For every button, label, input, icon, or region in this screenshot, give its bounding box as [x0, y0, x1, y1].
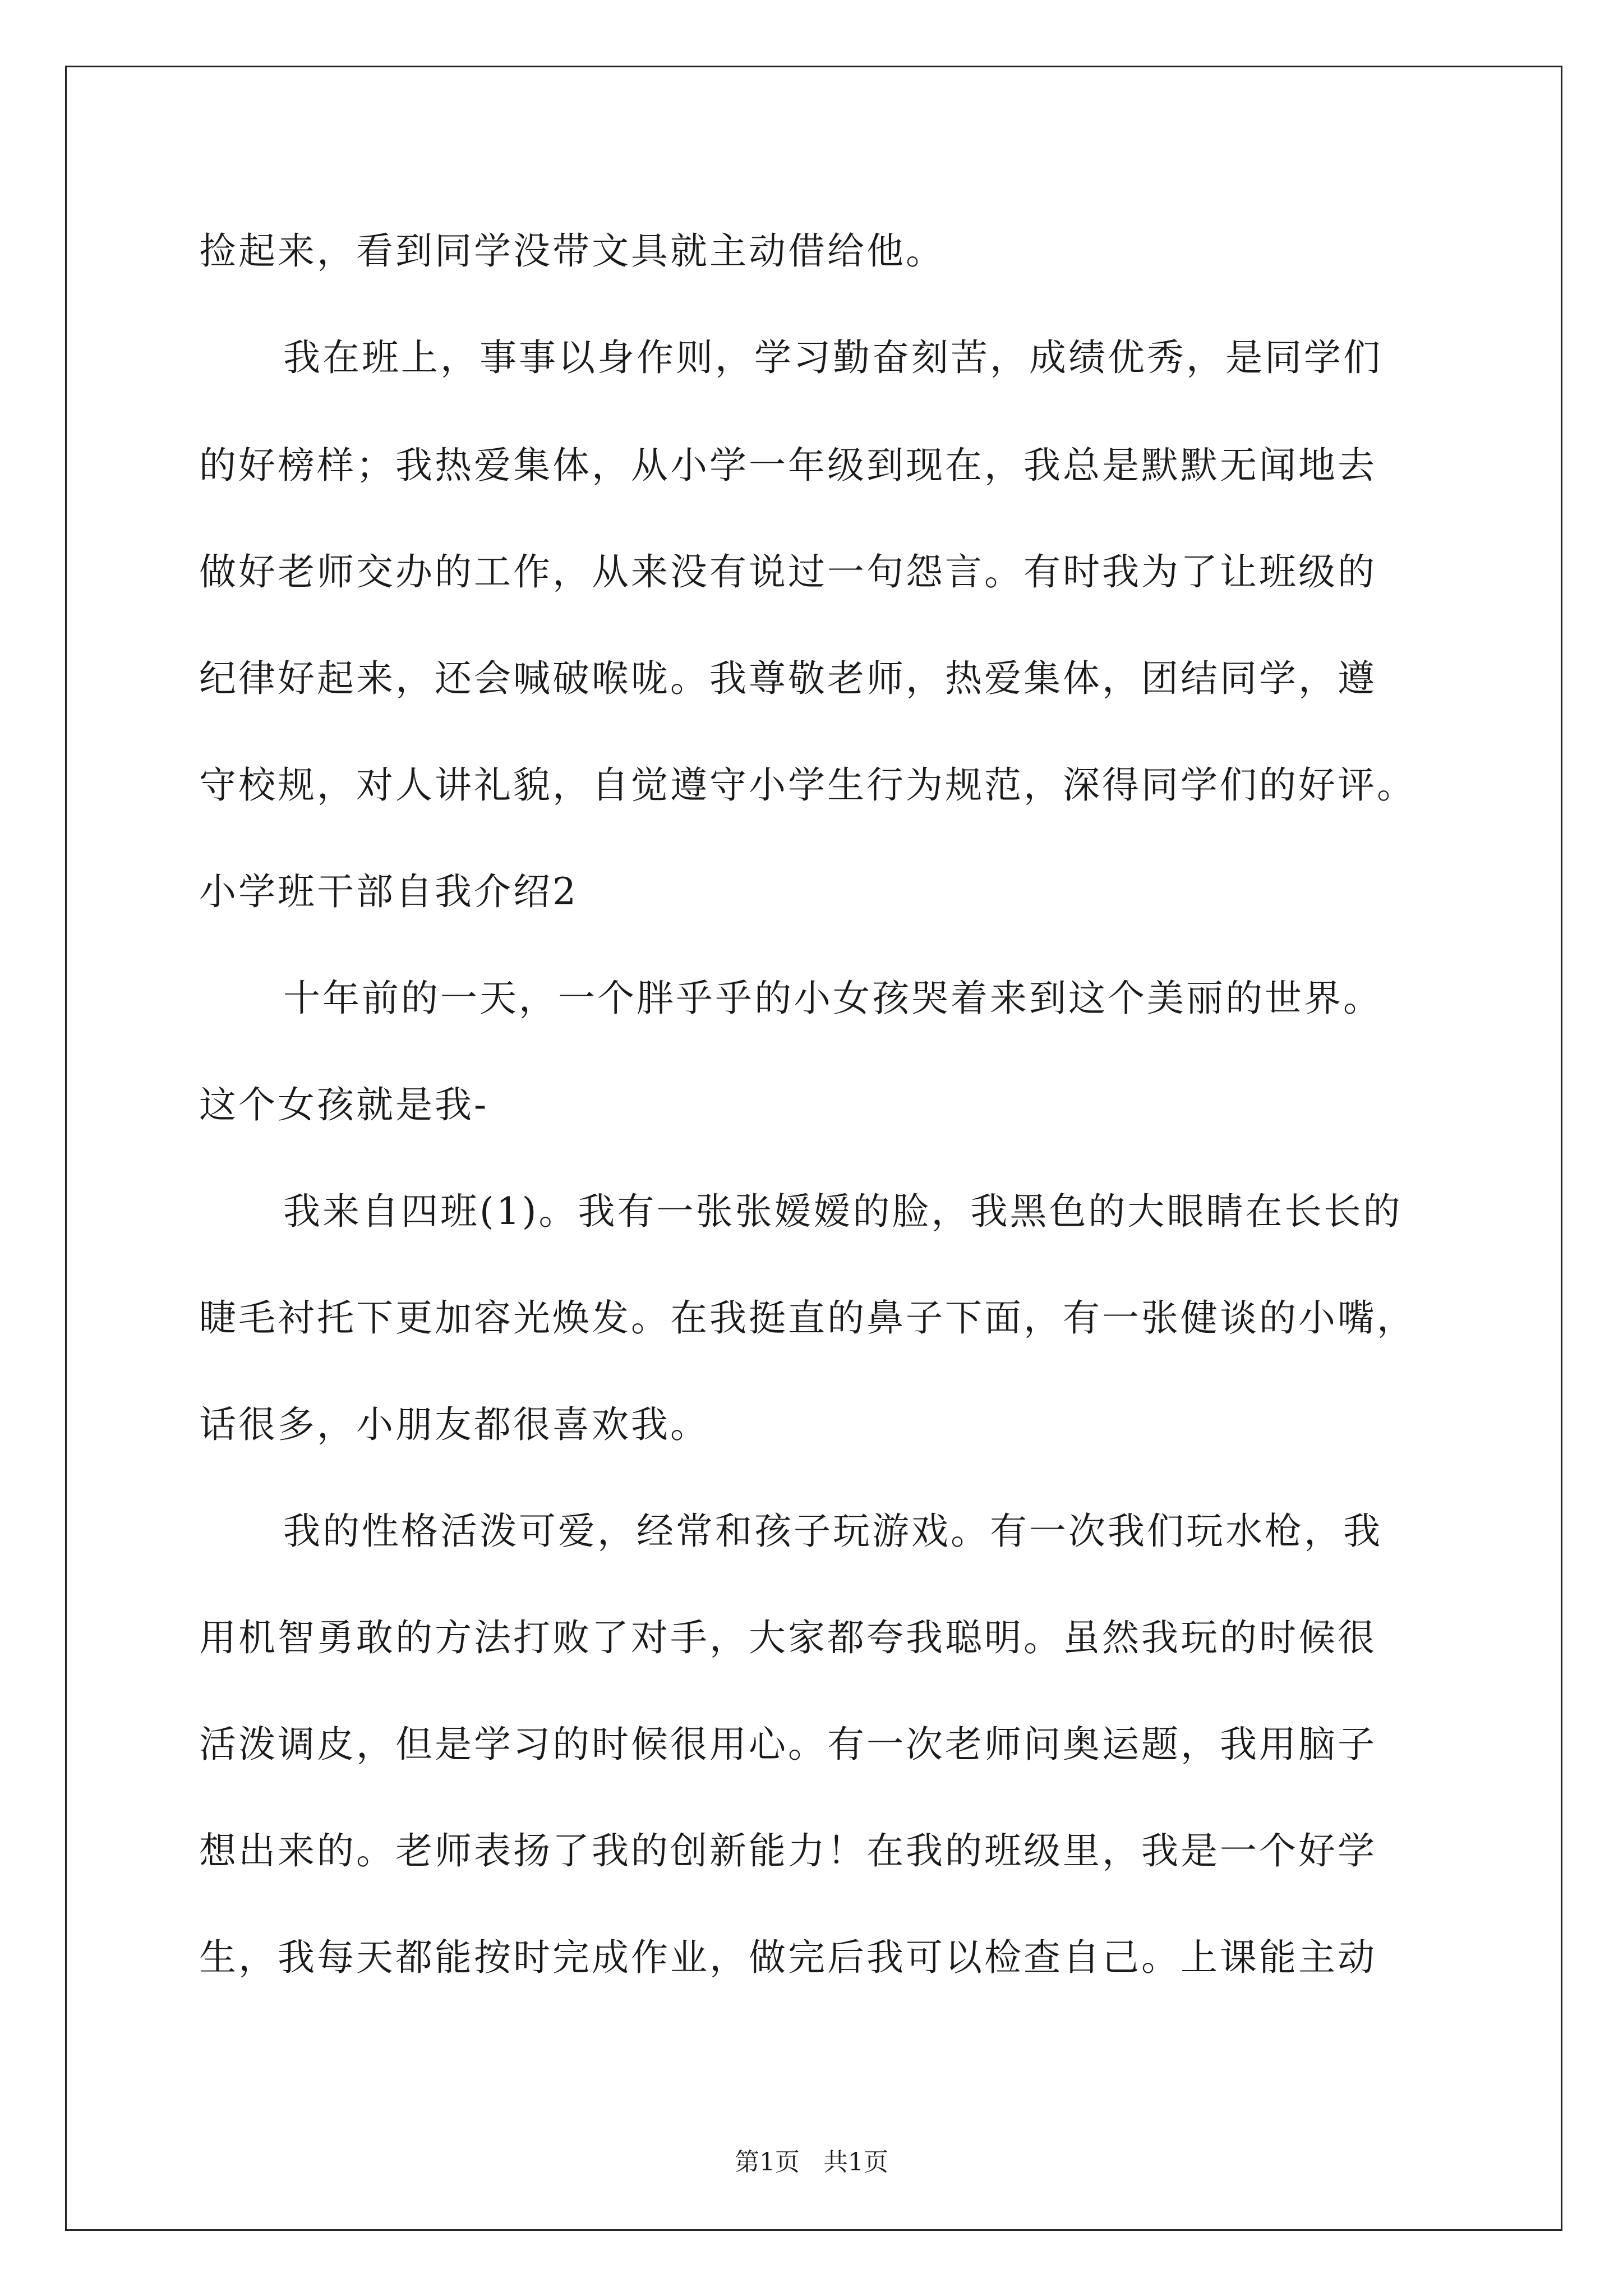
section-heading: 小学班干部自我介绍2	[199, 870, 578, 913]
paragraph-line: 做好老师交办的工作，从来没有说过一句怨言。有时我为了让班级的	[199, 550, 1377, 593]
paragraph-line: 这个女孩就是我-	[199, 1083, 489, 1126]
paragraph-line: 我的性格活泼可爱，经常和孩子玩游戏。有一次我们玩水枪，我	[283, 1510, 1382, 1553]
paragraph-line: 我在班上，事事以身作则，学习勤奋刻苦，成绩优秀，是同学们	[283, 336, 1382, 379]
page-border	[65, 66, 1562, 2231]
paragraph-line: 用机智勇敢的方法打败了对手，大家都夸我聪明。虽然我玩的时候很	[199, 1616, 1377, 1659]
paragraph-line: 想出来的。老师表扬了我的创新能力！在我的班级里，我是一个好学	[199, 1829, 1377, 1872]
paragraph-line: 十年前的一天，一个胖乎乎的小女孩哭着来到这个美丽的世界。	[283, 977, 1382, 1020]
page-number-footer: 第1页 共1页	[735, 2148, 888, 2177]
paragraph-line: 话很多，小朋友都很喜欢我。	[199, 1403, 709, 1446]
paragraph-line: 的好榜样；我热爱集体，从小学一年级到现在，我总是默默无闻地去	[199, 444, 1377, 487]
paragraph-line: 活泼调皮，但是学习的时候很用心。有一次老师问奥运题，我用脑子	[199, 1723, 1377, 1766]
paragraph-line: 捡起来，看到同学没带文具就主动借给他。	[199, 229, 945, 273]
paragraph-line: 睫毛衬托下更加容光焕发。在我挺直的鼻子下面，有一张健谈的小嘴，	[199, 1296, 1416, 1340]
paragraph-line: 纪律好起来，还会喊破喉咙。我尊敬老师，热爱集体，团结同学，遵	[199, 657, 1377, 700]
paragraph-line: 生，我每天都能按时完成作业，做完后我可以检查自己。上课能主动	[199, 1936, 1377, 1979]
paragraph-line: 守校规，对人讲礼貌，自觉遵守小学生行为规范，深得同学们的好评。	[199, 763, 1416, 807]
paragraph-line: 我来自四班(1)。我有一张张嫒嫒的脸，我黑色的大眼睛在长长的	[283, 1190, 1403, 1233]
